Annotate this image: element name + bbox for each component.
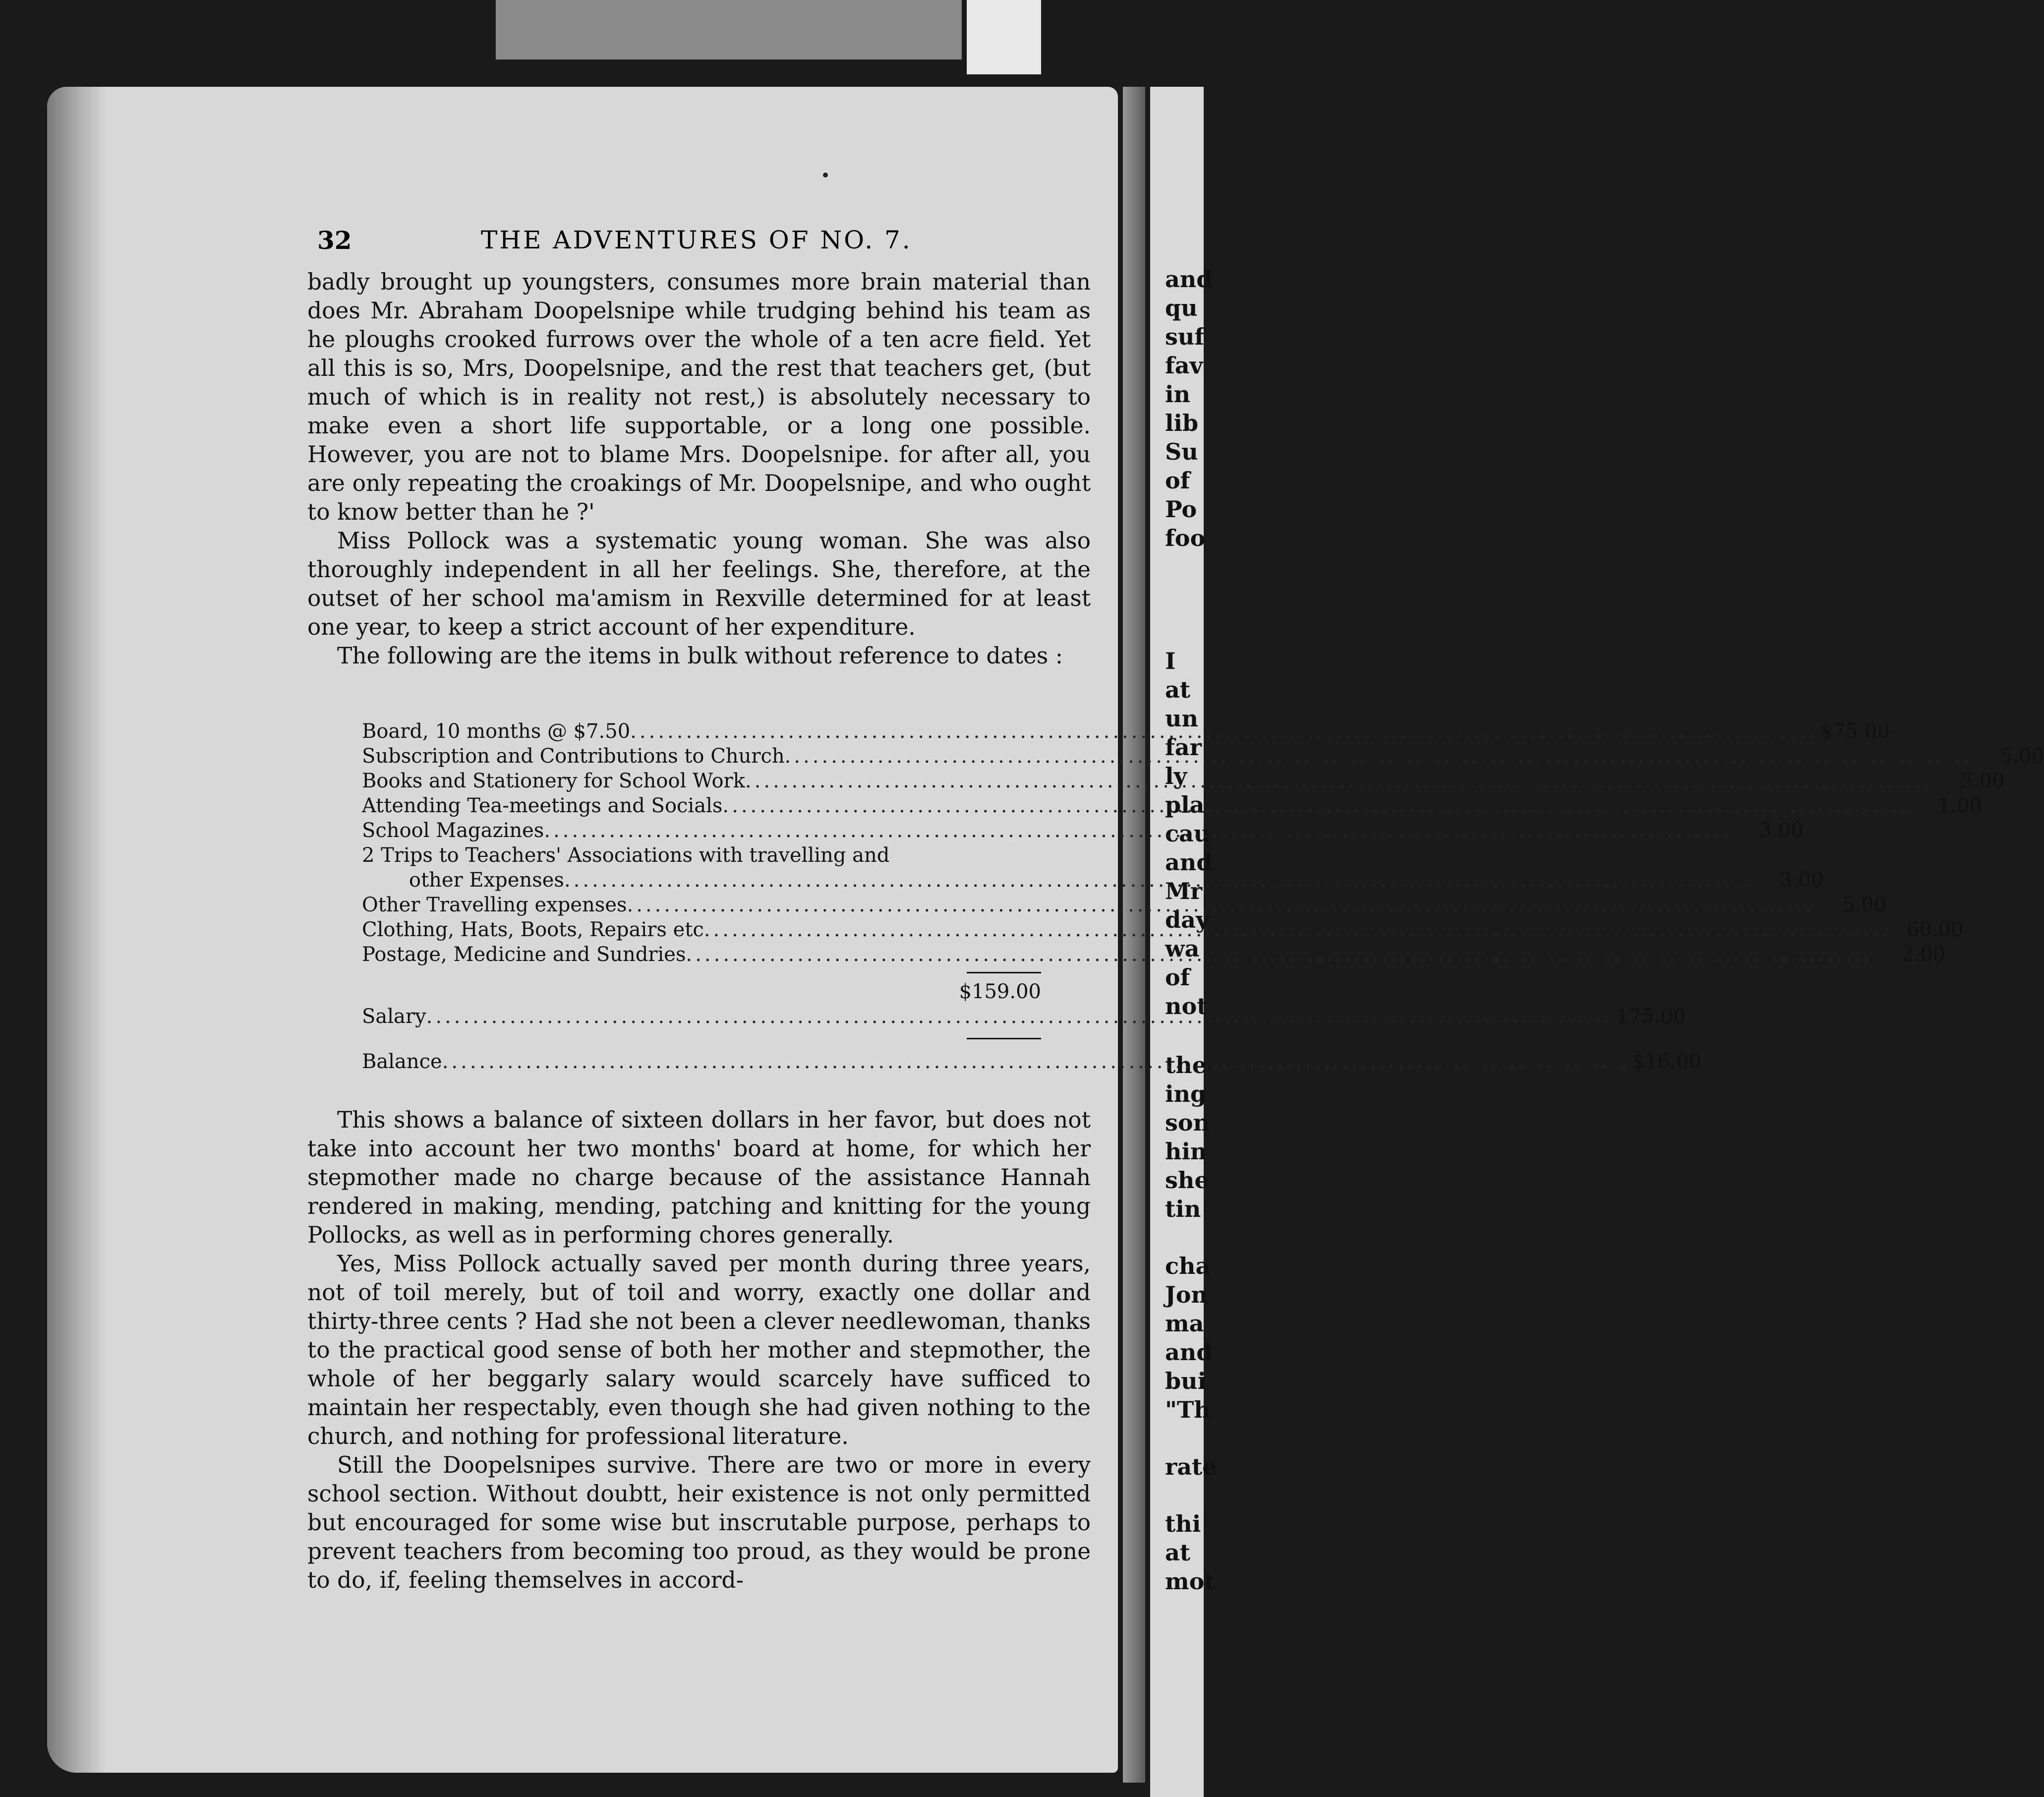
adjacent-page-fragment: ma [1165, 1310, 1204, 1337]
adjacent-page-fragment: bui [1165, 1368, 1207, 1394]
adjacent-page-fragment: Su [1165, 438, 1198, 465]
adjacent-page-fragment: cau [1165, 820, 1211, 847]
adjacent-page-fragment: day [1165, 906, 1209, 933]
page-header [317, 226, 1091, 260]
adjacent-page-fragment: Jon [1165, 1281, 1208, 1308]
paragraph: badly brought up youngsters, consumes more brain material than does Mr. Abraham Doopelsnipe while trudging behind his team as he ploughs crooked furrows over the whole of a ten acre field. Yet all this is so, Mrs, Doopelsnipe, and the rest that teachers get, (but much of which is in reality not rest,) is absolutely necessary to make even a short life supportable, or a long one possible. However, you are not to blame Mrs. Doopelsnipe. for after all, you are only repeating the croakings of Mr. Doopelsnipe, and who ought to know better than he ?' [307, 269, 1091, 525]
paragraph: This shows a balance of sixteen dollars in her favor, but does not take into account her two months' board at home, for which her stepmother made no charge because of the assistance Hannah rendered in making, mending, patching and knitting for the young Pollocks, as well as in performing chores generally. [307, 1107, 1091, 1248]
ledger-row: Other Travelling expenses ..... 5.00 [362, 893, 1041, 917]
paragraph: Miss Pollock was a systematic young woman. She was also thoroughly independent in all her feelings. She, therefore, at the outset of her school ma'amism in Rexville determined for at least one year, to keep a strict account of her expenditure. [307, 528, 1091, 640]
adjacent-page-fragment: hin [1165, 1138, 1207, 1165]
adjacent-page-fragment: pla [1165, 791, 1205, 818]
adjacent-page-fragment: in [1165, 381, 1190, 408]
page-gutter-shadow [47, 87, 107, 1773]
ink-speck [823, 173, 828, 178]
adjacent-page-fragment: wa [1165, 935, 1200, 962]
adjacent-page-fragment: and [1165, 266, 1213, 293]
adjacent-page-fragment: ly [1165, 763, 1187, 789]
scan-background-white [967, 0, 1041, 74]
adjacent-page-fragment: thi [1165, 1510, 1201, 1537]
adjacent-page-fragment: she [1165, 1167, 1209, 1194]
ledger-row: Clothing, Hats, Boots, Repairs etc ..... 60.00 [362, 917, 1041, 942]
ledger-row: Subscription and Contributions to Church ..... 5.00 [362, 744, 1041, 769]
adjacent-page-fragment: ing [1165, 1080, 1207, 1107]
adjacent-page-fragment: qu [1165, 295, 1198, 321]
paragraph: The following are the items in bulk without reference to dates : [337, 643, 1063, 669]
adjacent-page-fragment: and [1165, 1339, 1213, 1366]
adjacent-page-fragment: far [1165, 734, 1202, 761]
ledger-row: Postage, Medicine and Sundries ..... 2.00 [362, 942, 1041, 967]
difference-rule [967, 1038, 1041, 1039]
salary-row: Salary ..... 175.00 [362, 1004, 1041, 1029]
ledger-row: Books and Stationery for School Work ..... 5.00 [362, 769, 1041, 793]
paragraph: Yes, Miss Pollock actually saved per month during three years, not of toil merely, but of toil and worry, exactly one dollar and thirty-three cents ? Had she not been a clever needlewoman, thanks to the practical good sense of both her mother and stepmother, the whole of her beggarly salary would scarcely have sufficed to maintain her respectably, even though she had given nothing to the church, and nothing for professional literature. [307, 1251, 1091, 1449]
adjacent-page-fragment: foo [1165, 525, 1206, 551]
ledger-total: $159.00 [959, 980, 1041, 1003]
adjacent-page-fragment: cha [1165, 1253, 1211, 1279]
adjacent-page-fragment: "Th [1165, 1396, 1211, 1423]
adjacent-page-fragment: fav [1165, 352, 1203, 379]
ledger-row: Attending Tea-meetings and Socials ..... 1.00 [362, 793, 1041, 818]
scan-background-band [496, 0, 962, 60]
page-number: 32 [317, 226, 352, 255]
adjacent-page-fragment: Po [1165, 496, 1197, 523]
sum-rule [967, 972, 1041, 973]
body-text-top [307, 268, 1091, 670]
adjacent-page-fragment: tin [1165, 1196, 1201, 1222]
adjacent-page-fragment: un [1165, 705, 1198, 732]
adjacent-page-fragment: of [1165, 467, 1190, 494]
ledger-row: other Expenses ..... 3.00 [362, 868, 1041, 893]
ledger-row: Board, 10 months @ $7.50 ..... $75.00 [362, 719, 1041, 744]
ledger-row: School Magazines ..... 3.00 [362, 818, 1041, 843]
body-text-bottom [307, 1106, 1091, 1595]
paragraph: Still the Doopelsnipes survive. There are two or more in every school section. Without doubtt, heir existence is not only permitted but encouraged for some wise but inscrutable purpose, perhaps to prevent teachers from becoming too proud, as they would be prone to do, if, feeling themselves in accord- [307, 1452, 1091, 1593]
adjacent-page-fragment: rate [1165, 1453, 1217, 1480]
adjacent-page-fragment: Mr [1165, 878, 1203, 904]
adjacent-page-fragment: and [1165, 849, 1213, 876]
adjacent-page-fragment: at [1165, 1539, 1191, 1566]
adjacent-page-fragment: of [1165, 964, 1190, 991]
adjacent-page-fragment: lib [1165, 410, 1199, 436]
balance-row: Balance ..... $16.00 [362, 1049, 1041, 1074]
adjacent-page-fragment: I [1165, 648, 1176, 674]
adjacent-page-fragment: at [1165, 676, 1191, 703]
running-title: THE ADVENTURES OF NO. 7. [481, 226, 912, 254]
adjacent-page-fragment: mot [1165, 1568, 1215, 1595]
adjacent-page-fragment: suf [1165, 323, 1205, 350]
adjacent-page-fragment: the [1165, 1052, 1207, 1078]
adjacent-page-fragment: not [1165, 993, 1208, 1019]
ledger-row: 2 Trips to Teachers' Associations with travelling and [362, 844, 890, 867]
adjacent-page-fragment: son [1165, 1109, 1210, 1136]
